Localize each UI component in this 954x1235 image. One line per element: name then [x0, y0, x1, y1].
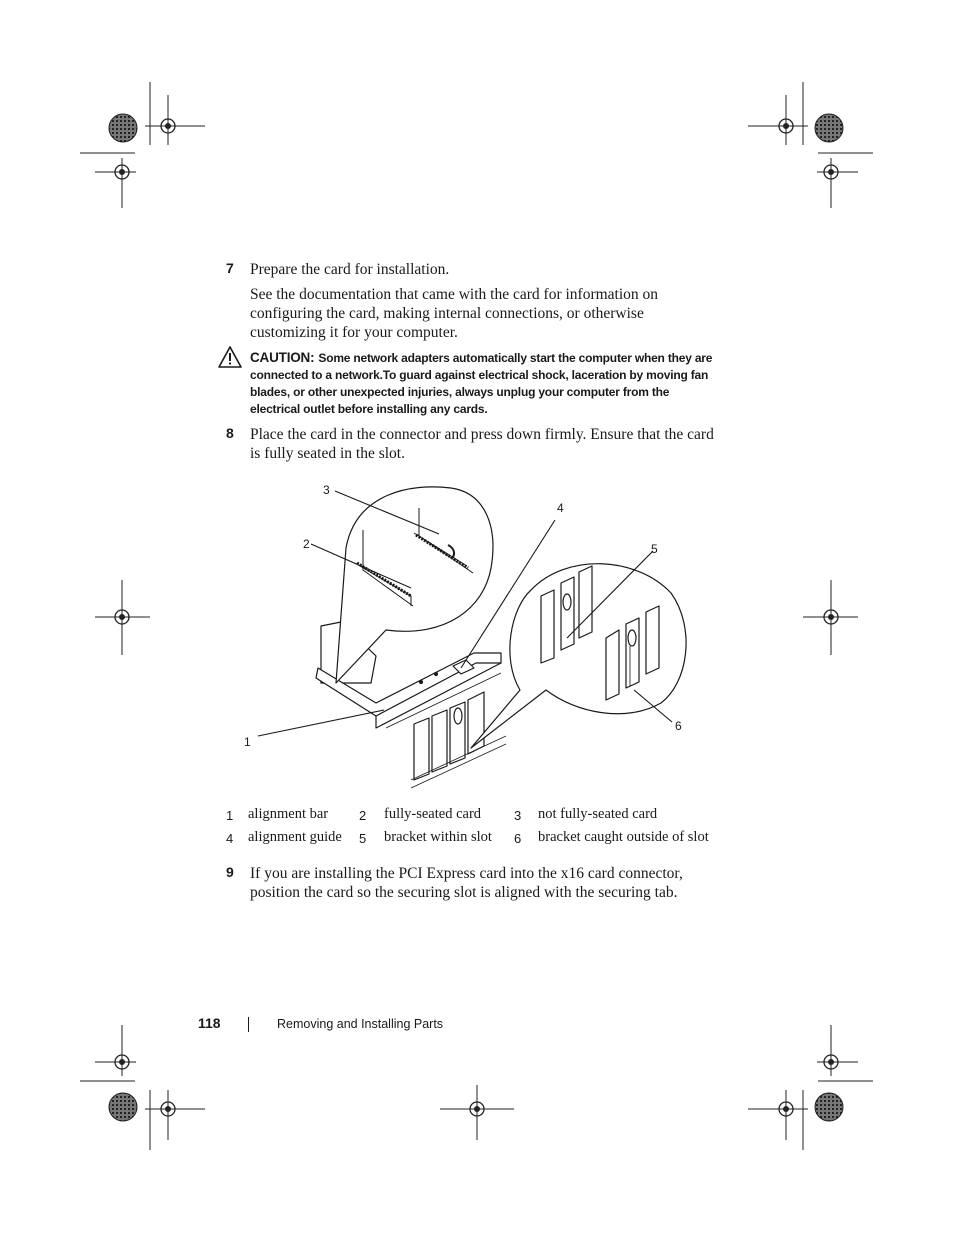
section-title: Removing and Installing Parts	[277, 1017, 444, 1031]
step-8	[226, 425, 726, 463]
caution-label: CAUTION:	[250, 350, 315, 365]
step-text: If you are installing the PCI Express card into the x16 card connector, position the card so the securing slot is aligned with the securing tab.	[250, 865, 683, 901]
step-text: Place the card in the connector and press down firmly. Ensure that the card is fully seated in the slot.	[250, 426, 714, 462]
callout-1: 1	[244, 735, 251, 749]
step-text: Prepare the card for installation.	[250, 261, 450, 278]
caution-notice	[250, 349, 720, 418]
step-7	[226, 260, 726, 279]
page-number: 118	[198, 1015, 221, 1031]
step-7-detail: See the documentation that came with the card for information on configuring the card, making internal connections, or otherwise customizing it for your computer.	[250, 286, 659, 341]
footer-divider	[248, 1017, 249, 1032]
caution-text: Some network adapters automatically start the computer when they are connected to a network.To guard against electrical shock, laceration by moving fan blades, or other unexpected injuries, always unplug your computer from the electrical outlet before installing any cards.	[250, 351, 713, 416]
step-number: 8	[226, 425, 234, 441]
warning-triangle-icon	[218, 346, 242, 368]
step-number: 9	[226, 864, 234, 880]
callout-4: 4	[557, 501, 564, 515]
callout-5: 5	[651, 542, 658, 556]
callout-3: 3	[323, 483, 330, 497]
step-9	[226, 864, 726, 902]
callout-2: 2	[303, 537, 310, 551]
step-number: 7	[226, 260, 234, 276]
callout-6: 6	[675, 719, 682, 733]
card-installation-figure	[236, 478, 696, 793]
